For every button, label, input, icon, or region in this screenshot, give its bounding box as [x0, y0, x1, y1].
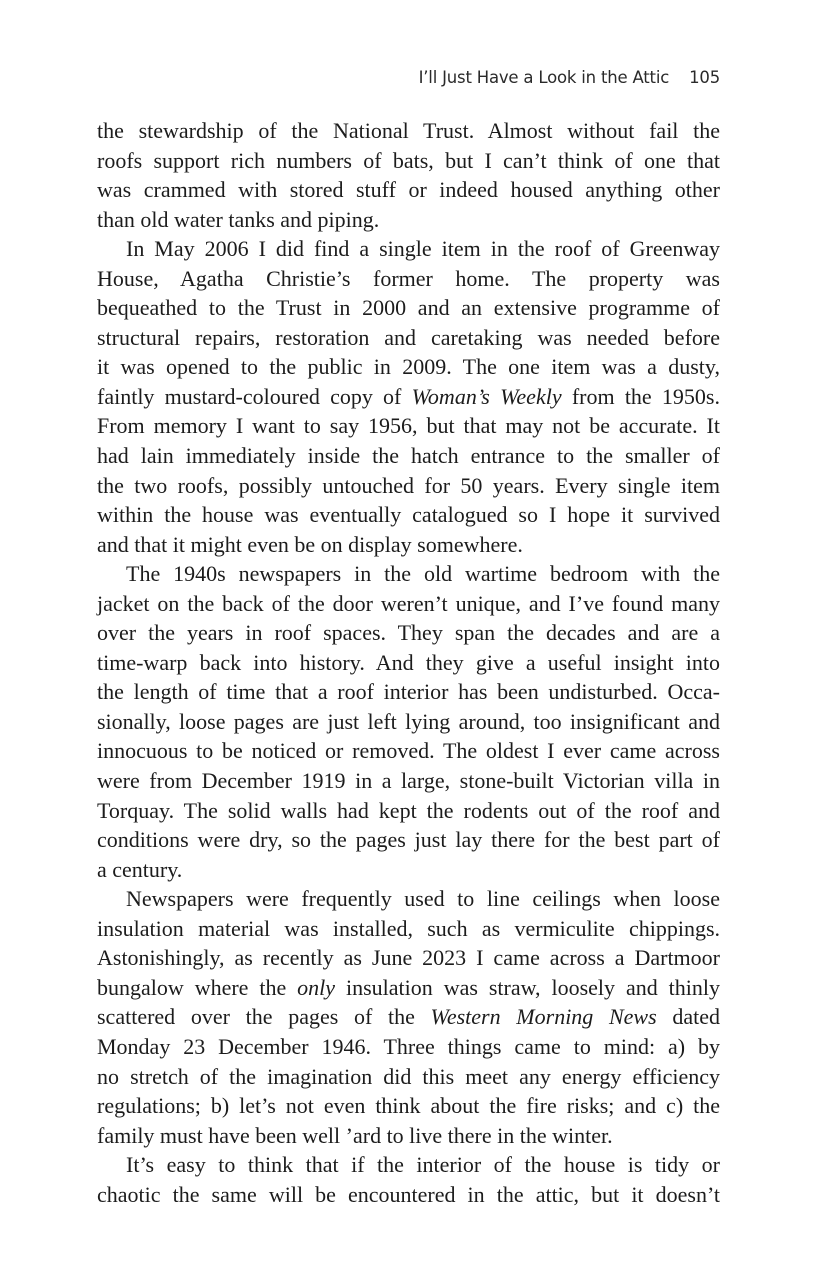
paragraph	[97, 1150, 720, 1209]
text-segment: House, Agatha Christie’s former home. The property was	[97, 265, 720, 291]
text-segment: regulations; b) let’s not even think about the fire risks; and c) the	[97, 1093, 720, 1119]
text-line	[97, 973, 720, 1003]
paragraph	[97, 559, 720, 884]
text-segment: In May 2006 I did find a single item in the roof of Greenway	[126, 236, 720, 262]
text-segment: the length of time that a roof interior has been undisturbed. Occa-	[97, 679, 720, 705]
text-line	[97, 825, 720, 855]
text-segment: family must have been well ’ard to live there in the winter.	[97, 1122, 613, 1148]
text-segment: structural repairs, restoration and caretaking was needed before	[97, 324, 720, 350]
text-line	[97, 205, 720, 235]
text-line	[97, 1121, 720, 1151]
text-segment: the two roofs, possibly untouched for 50 years. Every single item	[97, 472, 720, 498]
text-segment: dated	[656, 1004, 720, 1030]
text-line	[97, 589, 720, 619]
text-line	[97, 500, 720, 530]
text-segment: Torquay. The solid walls had kept the rodents out of the roof and	[97, 797, 720, 823]
text-segment: From memory I want to say 1956, but that may not be accurate. It	[97, 413, 720, 439]
text-segment: no stretch of the imagination did this meet any energy efficiency	[97, 1063, 720, 1089]
text-line	[97, 175, 720, 205]
text-line	[97, 796, 720, 826]
text-segment: Monday 23 December 1946. Three things came to mind: a) by	[97, 1033, 720, 1059]
text-line	[97, 707, 720, 737]
text-line	[97, 1032, 720, 1062]
text-segment: within the house was eventually catalogued so I hope it survived	[97, 502, 720, 528]
text-line	[97, 943, 720, 973]
text-segment: Newspapers were frequently used to line ceilings when loose	[126, 886, 720, 912]
text-segment: were from December 1919 in a large, stone-built Victorian villa in	[97, 768, 720, 794]
text-segment: and that it might even be on display somewhere.	[97, 531, 523, 557]
text-line	[97, 352, 720, 382]
text-segment: was crammed with stored stuff or indeed housed anything other	[97, 177, 720, 203]
text-line	[97, 618, 720, 648]
page-number: 105	[689, 68, 720, 87]
text-line	[97, 382, 720, 412]
text-line	[97, 559, 720, 589]
running-head	[419, 68, 720, 87]
text-line	[97, 677, 720, 707]
text-segment: bequeathed to the Trust in 2000 and an extensive programme of	[97, 295, 720, 321]
text-line	[97, 884, 720, 914]
text-segment: chaotic the same will be encountered in the attic, but it doesn’t	[97, 1181, 720, 1207]
text-line	[97, 1091, 720, 1121]
text-segment: a century.	[97, 856, 183, 882]
text-segment: faintly mustard-coloured copy of	[97, 383, 412, 409]
text-segment: it was opened to the public in 2009. The one item was a dusty,	[97, 354, 720, 380]
paragraph	[97, 116, 720, 234]
text-segment: than old water tanks and piping.	[97, 206, 380, 232]
text-segment: insulation was straw, loosely and thinly	[335, 974, 720, 1000]
text-line	[97, 1002, 720, 1032]
text-line	[97, 234, 720, 264]
text-line	[97, 323, 720, 353]
body-text	[97, 116, 720, 1209]
text-segment: bungalow where the	[97, 974, 298, 1000]
text-line	[97, 146, 720, 176]
text-line	[97, 736, 720, 766]
italic-title: Woman’s Weekly	[411, 383, 562, 409]
text-line	[97, 471, 720, 501]
running-head-title: I’ll Just Have a Look in the Attic	[418, 68, 670, 87]
italic-title: Western Morning News	[430, 1004, 657, 1030]
text-line	[97, 1150, 720, 1180]
text-line	[97, 1180, 720, 1210]
text-segment: It’s easy to think that if the interior of the house is tidy or	[126, 1152, 720, 1178]
text-segment: innocuous to be noticed or removed. The oldest I ever came across	[97, 738, 720, 764]
text-line	[97, 293, 720, 323]
text-segment: sionally, loose pages are just left lying around, too insignificant and	[97, 708, 720, 734]
text-segment: roofs support rich numbers of bats, but I can’t think of one that	[97, 147, 720, 173]
text-line	[97, 1062, 720, 1092]
text-segment: conditions were dry, so the pages just lay there for the best part of	[97, 827, 720, 853]
text-segment: time-warp back into history. And they give a useful insight into	[97, 649, 720, 675]
text-segment: jacket on the back of the door weren’t unique, and I’ve found many	[97, 590, 720, 616]
text-line	[97, 411, 720, 441]
text-line	[97, 914, 720, 944]
text-line	[97, 766, 720, 796]
text-segment: from the 1950s.	[561, 383, 720, 409]
text-segment: had lain immediately inside the hatch entrance to the smaller of	[97, 443, 720, 469]
text-line	[97, 441, 720, 471]
text-line	[97, 530, 720, 560]
italic-title: only	[297, 974, 336, 1000]
text-segment: scattered over the pages of the	[97, 1004, 431, 1030]
text-segment: The 1940s newspapers in the old wartime bedroom with the	[126, 561, 720, 587]
paragraph	[97, 234, 720, 559]
text-line	[97, 855, 720, 885]
text-segment: the stewardship of the National Trust. Almost without fail the	[97, 118, 720, 143]
text-line	[97, 648, 720, 678]
text-segment: Astonishingly, as recently as June 2023 I came across a Dartmoor	[97, 945, 720, 971]
text-segment: over the years in roof spaces. They span the decades and are a	[97, 620, 720, 646]
text-segment: insulation material was installed, such as vermiculite chippings.	[97, 915, 720, 941]
text-line	[97, 264, 720, 294]
text-line	[97, 116, 720, 146]
paragraph	[97, 884, 720, 1150]
